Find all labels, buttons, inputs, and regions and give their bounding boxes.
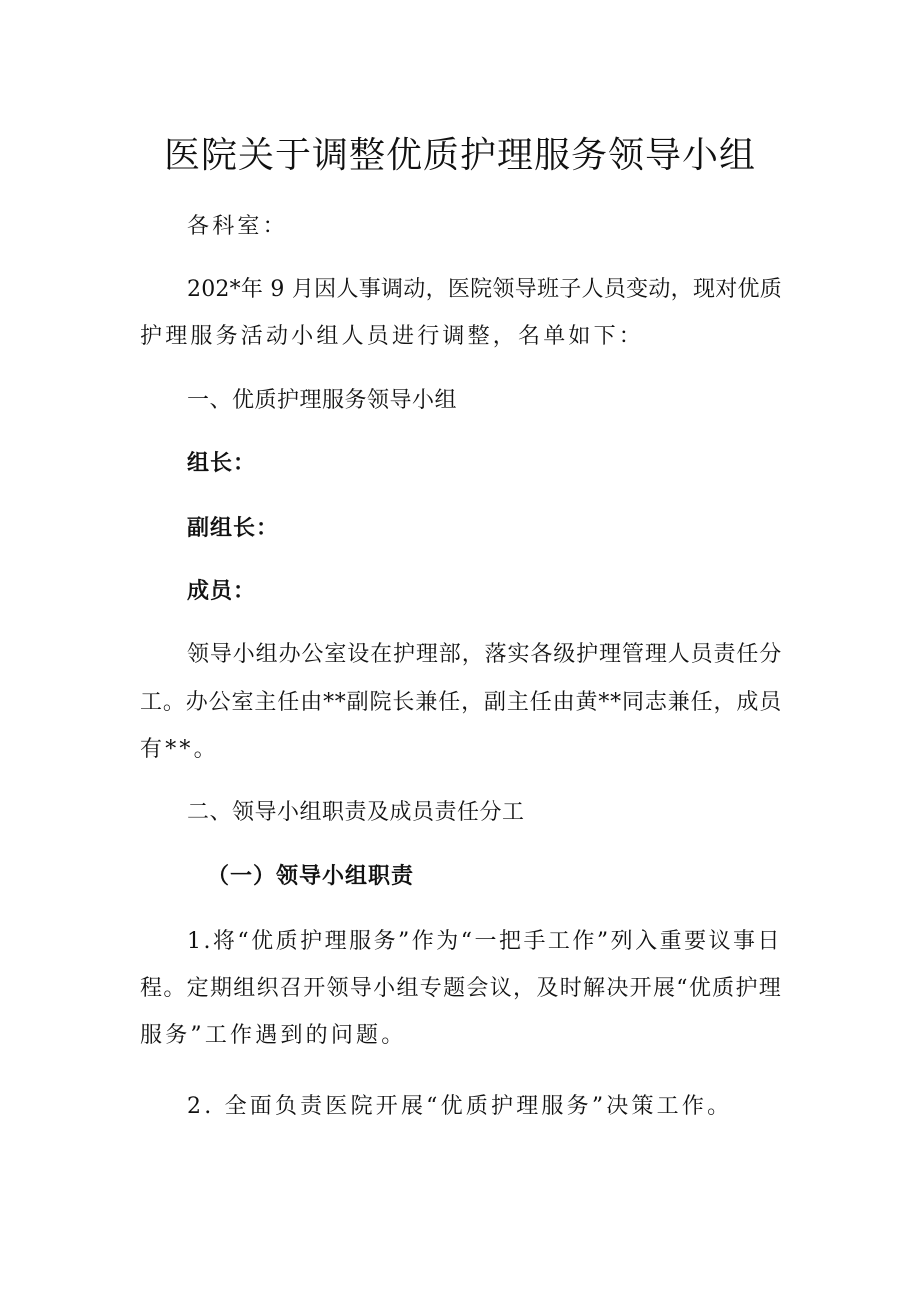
- members-label: 成员：: [187, 579, 257, 604]
- section-1-heading: 一、优质护理服务领导小组: [187, 388, 458, 413]
- deputy-leader-label: 副组长：: [187, 516, 280, 541]
- office-line-2: 工。办公室主任由**副院长兼任，副主任由黄**同志兼任，成员: [140, 690, 782, 715]
- intro-line-1: 202*年 9 月因人事调动，医院领导班子人员变动，现对优质: [187, 277, 782, 302]
- item-1-line-1: 1.将“优质护理服务”作为“一把手工作”列入重要议事日: [187, 929, 782, 954]
- office-line-1: 领导小组办公室设在护理部，落实各级护理管理人员责任分: [187, 642, 782, 667]
- section-2-heading: 二、领导小组职责及成员责任分工: [187, 800, 525, 825]
- section-2-subheading: （一）领导小组职责: [207, 864, 415, 889]
- item-2: 2. 全面负责医院开展“优质护理服务”决策工作。: [187, 1094, 733, 1119]
- intro-line-2: 护理服务活动小组人员进行调整，名单如下：: [140, 324, 645, 349]
- document-title: 医院关于调整优质护理服务领导小组: [163, 135, 756, 176]
- item-1-line-3: 服务”工作遇到的问题。: [140, 1023, 407, 1048]
- leader-label: 组长：: [187, 451, 257, 476]
- office-line-3: 有**。: [140, 737, 219, 762]
- salutation: 各科室：: [187, 214, 288, 239]
- item-1-line-2: 程。定期组织召开领导小组专题会议，及时解决开展“优质护理: [140, 976, 782, 1001]
